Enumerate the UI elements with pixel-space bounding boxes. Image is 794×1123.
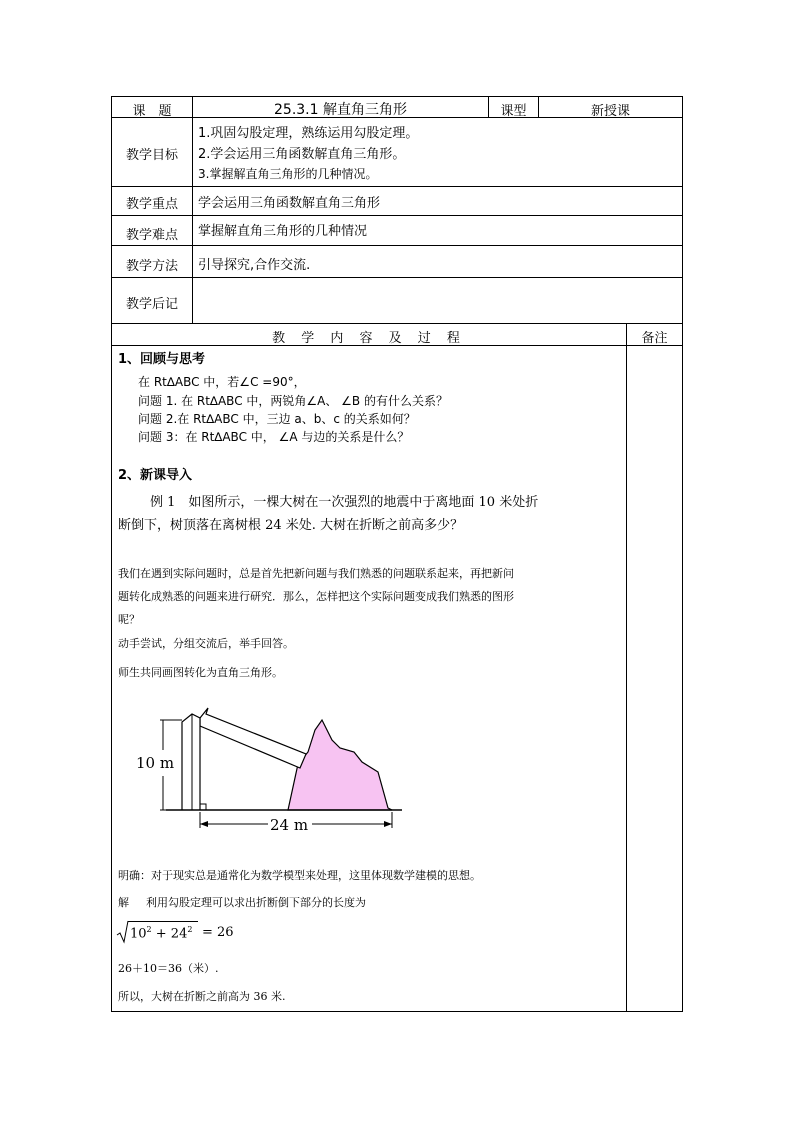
calc-line: 26＋10＝36（米）. — [118, 962, 219, 975]
notes-label: 教学后记 — [125, 297, 178, 312]
base-label: 24 m — [270, 816, 309, 834]
method-text: 引导探究,合作交流. — [198, 258, 311, 273]
example-line: 断倒下，树顶落在离树根 24 米处. 大树在折断之前高多少？ — [118, 518, 464, 533]
example-line: 例 1 如图所示，一棵大树在一次强烈的地震中于离地面 10 米处折 — [150, 495, 539, 510]
sqrt-symbol — [116, 920, 130, 944]
section1-line: 问题 3：在 Rt∆ABC 中， ∠A 与边的关系是什么？ — [138, 430, 410, 444]
difficulty-text: 掌握解直角三角形的几种情况 — [198, 224, 368, 239]
formula-radicand: $10^2 + 24^2$ — [130, 925, 193, 942]
formula — [116, 920, 256, 946]
section1-line: 问题 2.在 Rt∆ABC 中，三边 a、b、c 的关系如何？ — [138, 412, 416, 426]
sqrt-bar — [128, 921, 198, 922]
section2-heading: 2、新课导入 — [118, 468, 193, 483]
difficulty-label: 教学难点 — [125, 228, 178, 243]
section1-line: 在 Rt∆ABC 中，若∠C =90°， — [138, 375, 306, 389]
section1-heading: 1、回顾与思考 — [118, 352, 206, 367]
rock-shape — [288, 720, 392, 810]
formula-result: = 26 — [202, 925, 234, 940]
arrow-right — [384, 821, 392, 827]
height-label: 10 m — [136, 754, 175, 772]
section1-line: 问题 1. 在 Rt∆ABC 中，两锐角∠A、 ∠B 的有什么关系？ — [138, 394, 448, 408]
method-label: 教学方法 — [125, 259, 178, 274]
goal-item: 3.掌握解直角三角形的几种情况。 — [198, 167, 378, 181]
paragraph-line: 师生共同画图转化为直角三角形。 — [118, 666, 283, 679]
fallen-trunk — [200, 708, 306, 768]
paragraph-line: 题转化成熟悉的问题来进行研究．那么，怎样把这个实际问题变成我们熟悉的图形 — [118, 590, 514, 603]
tree-figure — [130, 700, 420, 840]
goals-label: 教学目标 — [125, 148, 178, 163]
focus-label: 教学重点 — [125, 197, 178, 212]
paragraph-line: 我们在遇到实际问题时，总是首先把新问题与我们熟悉的问题联系起来，再把新问 — [118, 567, 514, 580]
tree-stump — [182, 714, 200, 810]
paragraph-line: 呢？ — [118, 613, 140, 626]
right-angle-mark — [200, 804, 206, 810]
paragraph-line: 明确：对于现实总是通常化为数学模型来处理，这里体现数学建模的思想。 — [118, 869, 481, 882]
course-label: 课 题 — [132, 104, 172, 119]
conclusion-line: 所以，大树在折断之前高为 36 米. — [118, 990, 286, 1003]
lesson-type-label: 课型 — [500, 104, 527, 119]
solution-label: 解 — [118, 896, 129, 909]
lesson-type-value: 新授课 — [590, 104, 630, 119]
remark-label: 备注 — [641, 331, 668, 346]
focus-text: 学会运用三角函数解直角三角形 — [198, 196, 381, 211]
solution-text: 利用勾股定理可以求出折断倒下部分的长度为 — [146, 896, 366, 909]
goal-item: 1.巩固勾股定理，熟练运用勾股定理。 — [198, 126, 419, 141]
course-title: 25.3.1 解直角三角形 — [274, 102, 407, 118]
paragraph-line: 动手尝试，分组交流后，举手回答。 — [118, 637, 294, 650]
arrow-left — [200, 821, 208, 827]
goal-item: 2.学会运用三角函数解直角三角形。 — [198, 147, 406, 162]
content-title: 教 学 内 容 及 过 程 — [272, 331, 466, 346]
